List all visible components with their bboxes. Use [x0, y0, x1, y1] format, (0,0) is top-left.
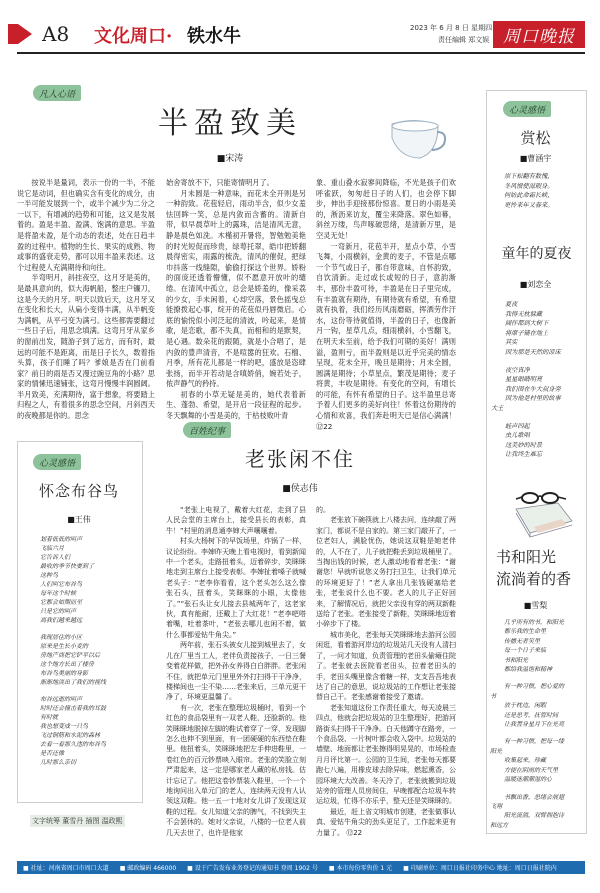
article2-column-2 — [316, 505, 456, 838]
poem-line: 夏夜 — [505, 301, 518, 308]
article2-byline: ■侯志伟 — [282, 484, 318, 494]
poem-line: 人们叫它布谷鸟 — [40, 581, 83, 588]
poem-line: 每一个日子来临 — [504, 647, 547, 655]
poem-line: 渐渐地淡出了我们的视线 — [40, 679, 107, 686]
paragraph: 村头大杨树下的早饭场里，炸锅了一样，议论纷纷。李婶昨天晚上看电视时，看到新闻中一个老头，走路扭着头，迈着碎步，笑眯眯地走到主席台上接受表彰。李婶扯着嗓子就喊老头子：“老李你看看，这个老头怎么这么像张石头，扭着头，笑眯眯的小眼，太像他了。”“张石头让女儿接去县城两年了，这老家伙，真有能耐，还戴上了大红花！”老李吧嗒着嘴，吐着茶叶，“老张去哪儿也闲不着，做什么事都爱钻牛角尖。” — [166, 537, 306, 639]
poem-line: 这美妙的时景 — [505, 441, 543, 449]
poem-songs-byline: ■曹涵宇 — [519, 154, 552, 163]
paragraph: 两年前，张石头被女儿接到城里去了，女儿在厂里当工人，老伴负责接孩子，一日三餐变着花样做，把外孙女养得白白胖胖。老张闲不住，就把单元门里里外外打扫得干干净净，楼梯间也一尘不染……老张来后，三单元更干净了，环境更温馨了。 — [166, 641, 306, 702]
teacup-illustration — [388, 118, 450, 162]
paragraph: 有一次，老张在整理垃圾桶时，看到一个红色的食品袋里有一双老人鞋，还脸新的。他笑眯眯地脱掉左脚的鞋试着穿了一穿，发现脚怎么也伸不到里面，有一团硬硬的东西垫在鞋里。他扭着头，笑眯眯地把左手伸进鞋里，一卷红色的百元钞票映入眼帘。老张的笑脸立刻严肃起来，这一定是哪家老人藏的私房钱。估计忘记了。他把这卷钞票装入鞋里，一个一个地询问出入单元门的老人，连续两天没有人认领这双鞋。他一五一十地对女儿讲了发现这双鞋的过程。女儿知道父亲的脾气，不找到失主不会罢休的。她对父亲说，八楼的一位老人前几天去世了，也许是他家 — [166, 703, 306, 837]
poem-line: 虫儿歌唱 — [505, 432, 530, 440]
poem-songs-title: 赏松 — [520, 129, 551, 147]
poem-line: 还是思考，抚管时间 — [504, 711, 559, 719]
editor-credit: 责任编辑 郑文娱 — [438, 36, 490, 44]
poem-line: 有一种习惯，把心爱的 — [504, 683, 565, 691]
paragraph: 老张放下碗筷就上八楼去问，连续敲了两家门，都说不是自家的。第三家门敲开了，一位老妇人，满脸忧伤，她说这双鞋是她老伴的，人不在了，儿子就把鞋丢到垃圾桶里了。当掏出钱的时候，老人激动地看着老张：“谢谢您！早就听说您义务打扫卫生，让我们单元的环境更好了！”老人拿出几张钱硬塞给老张，老张说什么也不要。老人的儿子正好回来，了解情况后，就把父亲没有穿的两双新鞋送给了老张。老张接受了新鞋，笑眯眯地迈着小碎步下了楼。 — [316, 516, 456, 629]
poem-line: 因为他是村里的故事 — [505, 395, 561, 403]
poem-line: 让我终生难忘 — [505, 451, 543, 459]
article1-column-1 — [17, 178, 155, 422]
poem-line: 这个地方长出了楼房 — [40, 661, 95, 668]
footer-bar — [17, 861, 585, 874]
poem-cuckoo-tag: 心灵感悟 — [33, 454, 81, 470]
poem-cuckoo-title: 怀念布谷鸟 — [38, 482, 119, 500]
poem-line: 飞翔 — [490, 802, 503, 810]
footer-printer: ■ 印刷单位：周口日报社印务中心 地址：周口日报社院内 — [403, 863, 557, 872]
poem-line: 房地产商把它铲平以后 — [40, 652, 101, 659]
newspaper-logo: 周口晚报 — [493, 21, 585, 48]
poem-line: 划着低低的叫声 — [40, 536, 83, 543]
poem-line: 方便在阴雨的天气里 — [504, 766, 559, 774]
article2-column-1 — [166, 505, 306, 838]
issue-date: 2023 年 6 月 8 日 星期四 — [410, 24, 493, 32]
poem-line: 蛙声四起 — [505, 422, 530, 430]
title-line: 书和阳光 — [496, 548, 557, 566]
header-chevron-tip-icon — [18, 24, 32, 44]
poem-line: 大王 — [491, 404, 504, 412]
poem-books-body — [490, 618, 583, 830]
poem-line: 阳光 — [490, 747, 503, 755]
poem-line: 夜空真净 — [505, 366, 530, 374]
poem-line: 几乎所有的书，和阳光 — [504, 619, 565, 626]
poem-line: 儿时那么亲切 — [40, 759, 77, 766]
page-number: A8 — [42, 22, 70, 46]
poem-books-title — [490, 546, 583, 590]
poem-line: 我也想变成一只鸟 — [40, 723, 89, 730]
paragraph: 初春的小草无疑是美的，她代表着新生、蓬勃、希望，是开启一段征程的起步。冬天飘舞的小雪是美的，于枯枝败叶青 — [166, 389, 306, 421]
poem-line: 和远方 — [490, 821, 509, 829]
poem-line: 是否还像 — [40, 750, 65, 757]
poem-books-byline: ■雪梨 — [523, 601, 548, 610]
paragraph: 城市美化，老张每天笑眯眯地去游河公园闲逛，看着游河岸边的垃圾站几天没有人清扫了，一问才知道，负责管理的老田头偷瘫住院了。老张就去医院看老田头，拉着老田头的手，老田头嘴里像含着糖一样，支支吾吾地表达了自己的意思，说垃圾站的工作想让老张接替自己干。老张感谢着接受了邀请。 — [316, 630, 456, 702]
header-divider — [17, 52, 585, 54]
poem-line: 原来是生长小麦的 — [40, 643, 89, 650]
poem-summer-title: 童年的夏夜 — [501, 246, 572, 262]
poem-songs-body — [504, 172, 584, 210]
poem-line: 飞过钢筋和水泥的森林 — [40, 732, 101, 739]
paragraph: 按说半是量词，表示一份的一半，不能说它是动词，但也确实含有变化的成分，由一半可能发展到一个，或半个减少为二分之一以下，有增减的趋势和可能，这又是发展着的。盈是丰盈、盈满、饱满的意思。半盈是将盈未盈，是个动态的表述，处在日趋丰盈的过程中。植物的生长、果实的成熟、物或事的盛衰走势，都可以用丰盈来表述。这个过程使人充满期待和向往。 — [17, 178, 155, 272]
article1-column-3 — [316, 178, 456, 432]
poem-line: 我们围在牛大叔身旁 — [505, 385, 561, 393]
footer-price: ■ 本市每份零售价 1 元 — [329, 863, 392, 872]
poem-line: 它都会如期而至 — [40, 599, 83, 606]
poem-line: 冬风惯使滋瑕身。 — [504, 182, 554, 190]
article1-byline: ■宋涛 — [216, 154, 244, 164]
poem-line: 温暖迷潮潮湿的心 — [504, 776, 553, 784]
poem-line: 放于枕边，闲暇 — [504, 702, 547, 710]
header-chevron-icon — [8, 24, 18, 44]
poem-line: 飞临六月 — [40, 545, 65, 552]
poem-summer-body — [491, 300, 584, 460]
article2-title: 老张闲不住 — [245, 447, 355, 471]
paragraph: “老张上电视了，戴着大红花，走到了县人民会堂的主席台上，接受县长的表彰，真牛！”村里的消息通李婶大声嚷嚷着。 — [166, 506, 306, 535]
poem-summer-byline: ■刘恋全 — [519, 280, 552, 289]
poem-line: 都乐我的生命里 — [504, 628, 547, 636]
paragraph: 象、重山叠水寂寥间降临，不光是孩子们欢呼雀跃，匆匆赶日子的人们，也会停下脚步，伸出手迎接那份惊喜。夏日的小雨是美的，淅沥来访友，覆尘来降落。翠色如幕，斜丝万缕，鸟声啄破思绪，是清新万里，是空灵无处！ — [316, 178, 456, 240]
poem-line: 书和阳光 — [504, 656, 529, 664]
poem-line: 时时还会撞击着我的耳鼓 — [40, 705, 107, 712]
poem-line: 这种鸟 — [40, 572, 59, 579]
poem-line: 其实 — [505, 339, 518, 347]
poem-line: 只是它的叫声 — [40, 608, 77, 615]
paragraph: 一弯新月，花苞半开，星点小草，小雪飞舞，小雨横斜，金黄的麦子，不管是点哪一个节气或日子，都自带意味，自怀韵致，自饮清新。走过或长或短的日子，意韵渐丰，那份丰盈可待，丰盈是在日子里完成，有丰盈就有期待，有期待就有希望，有希望就有执着，我们经历风雨磨砺，挥洒劳作汗水，这份等待就值得，半盈的日子，也像新月一钩，星草几点，细雨横斜，小雪翻飞，在明天未至前，给予我们可期的美好！满则溢，盈则亏，而半盈则是以近乎完美的情态呈现，花未全开，晚旦是期待；月未全圆，圆满是期待；小草星点，繁茂是期待；麦子将黄，丰收是期待。有变化的空间，有增长的可能，有怀有希望的日子。这半盈里总寄予着人们更多的美好向往！怀着这份期待的心情和欢喜，我们奔赴明天已是信心满满！ ⑫22 — [316, 241, 456, 431]
poem-line: 阔伴都到大树下 — [505, 320, 549, 328]
paragraph: 最近，赶上省文明城市创建，老张做事认真、爱钻牛角尖的劲头更足了，工作起来更有力量了。 ⑫22 — [316, 807, 456, 837]
poem-line: 每年这个时候 — [40, 590, 77, 597]
footer-ad-license: ■ 设于广告发布业务登记的通知书 登周 1902 号 — [187, 863, 318, 872]
poem-line: 我现居住的小区 — [40, 634, 83, 641]
paragraph: 老张知道这份工作责任重大，每天凌晨三四点，他就会把垃圾站的卫生整理好，把游河路街头扫得干干净净。白天他蹲守在路旁，一个食品袋、一片树叶都会收入袋中。垃圾站的墙壁、地面都让老张擦得明晃晃的，市场检查月月评比第一。公园的卫生间，老张每天都要跑七八遍，用橡皮球去除异味，燃起熏香，公园环境大大改善。冬天冷了，老张就搬到垃圾站旁的管理人员房间住，早晚都配合垃圾车转运垃圾，忙得不亦乐乎，整天还是笑眯眯的。 — [316, 703, 456, 806]
poem-line: 我得无枕躲藏 — [505, 310, 543, 318]
poem-line: 传播无者笑里 — [504, 637, 541, 645]
poem-songs-tag: 心灵感悟 — [503, 101, 551, 117]
poem-line: 离我们越来越远 — [40, 617, 83, 624]
poem-line: 有时就 — [40, 714, 59, 721]
poem-line: 它告诉人们 — [40, 554, 71, 561]
poem-cuckoo-byline: ■王伟 — [67, 515, 91, 524]
poem-line: 布谷鸟美丽的身影 — [40, 670, 89, 677]
poem-line: 布谷远逝的叫声 — [40, 696, 83, 703]
article1-column-tag: 凡人心语 — [33, 85, 81, 101]
poem-line: 去看一看那久违的布谷鸟 — [40, 741, 107, 748]
poem-line: 将席子铺在地上 — [505, 329, 549, 337]
poem-line: 星星眼睛明亮 — [505, 376, 543, 384]
poem-line: 崇下松翻有数愧， — [504, 173, 554, 180]
paragraph: 始舍寄放不下，只能寄情明月了。 — [166, 178, 274, 187]
paragraph: 的。 — [316, 506, 330, 514]
article1-title: 半盈致美 — [158, 106, 302, 141]
poem-line: 因为那是天然的凉床 — [505, 348, 561, 356]
poem-line: 让我置身星月下在光亮 — [504, 721, 565, 729]
books-and-glasses-illustration — [510, 487, 576, 542]
poem-line: 更怜来年又春来。 — [504, 201, 554, 209]
article1-column-2 — [166, 178, 306, 422]
poem-cuckoo-body — [40, 535, 140, 767]
illustration-credits: 文字统筹 董雪丹 插图 温政熙 — [32, 817, 123, 825]
paragraph: 半弯明月，斜挂夜空，这月牙是美的，是最具意向的，似大海帆船，整庄户镰刀，这是今天的月牙。明天以致后天，这月牙又在变化和长大，从扁小变得丰满，从半帆变为满帆，从平弓变为满弓。这些都需要翻过一些日子后，用思念填满。这弯月牙从家乡的窗前出发，随游子到了远方，而有时，最远的可能不是距离，而是日子长久，数着指头算，孩子们睡了吗？爹娘是否在门前看家？前日的雨是否又漫过豌豆角的小路？思家的情愫迅速铺张，这弯月慢慢丰润圆阔。半月致美，充满期待，富于想象，将要踏上归程之人，有着很多的思念空间，月斜西天的夜晚都是你的。思念 — [17, 273, 155, 421]
poem-line: 阳光流淌，双臂拥抱诗 — [504, 812, 565, 820]
poem-line: 何妨此命霜长峡， — [504, 192, 554, 199]
poem-line: 最收的季节快要到了 — [40, 563, 95, 570]
poem-line: 有一种习惯，把每一缕 — [504, 738, 565, 746]
footer-postcode: ■ 邮政编码 466000 — [120, 863, 176, 872]
footer-address: ■ 社址：河南省周口市周口大道 — [23, 863, 109, 872]
section-title: 文化周口· — [94, 26, 173, 47]
poem-line: 收集起来，珍藏 — [504, 757, 547, 765]
article2-column-tag: 百姓纪事 — [183, 422, 231, 438]
paragraph: 月未圆是一种意味，而花未全开则是另一种韵致。花苞轻启，雨动半含，似少女羞怯回眸一笑，总是内敛而含蓄的。清新自带，似早晨草叶上的露珠，洁是清风无意，静是晨色如洗。木槿初开暑将，智勉勉美艳的时光短促而珍贵，绿萼托翠，皓巾把娇翻晨得密实，雨露的梳洗，清风的催促，把绿巾抖落一线缝隙，偷偷打探这个世界。娇粉的面庞还透着懵懂，似不愿意开放叶的缱绻。在清风中孤立，总会是娇羞的，像采荔的少女，手未闲着，心却空落，景色摇曳总能撩拨起心事，绽开的花苞似丹唇微启。心底的愉悦似小河泛起的清波，吟起来，是情歌，是恋歌，都不失真，而相和的是默契，是心遇。数朵花的跟随，就是小合唱了，是内敛的豊声清音，不是喧嚣的狂欢。石榴、月季，所有花儿都是一样的吧，盛放是恣肆张扬，而半开若动是含嗔娇俏，婉若处子，侬声静气的矜持。 — [166, 188, 306, 389]
poem-line: 书 — [490, 692, 497, 700]
title-line: 流淌着的香 — [496, 570, 572, 588]
poem-line: 都给我温饱和精神 — [504, 666, 553, 674]
poem-line: 书飘出香，思绪会展翅 — [504, 793, 565, 801]
section-subtitle: 铁水牛 — [187, 26, 241, 47]
